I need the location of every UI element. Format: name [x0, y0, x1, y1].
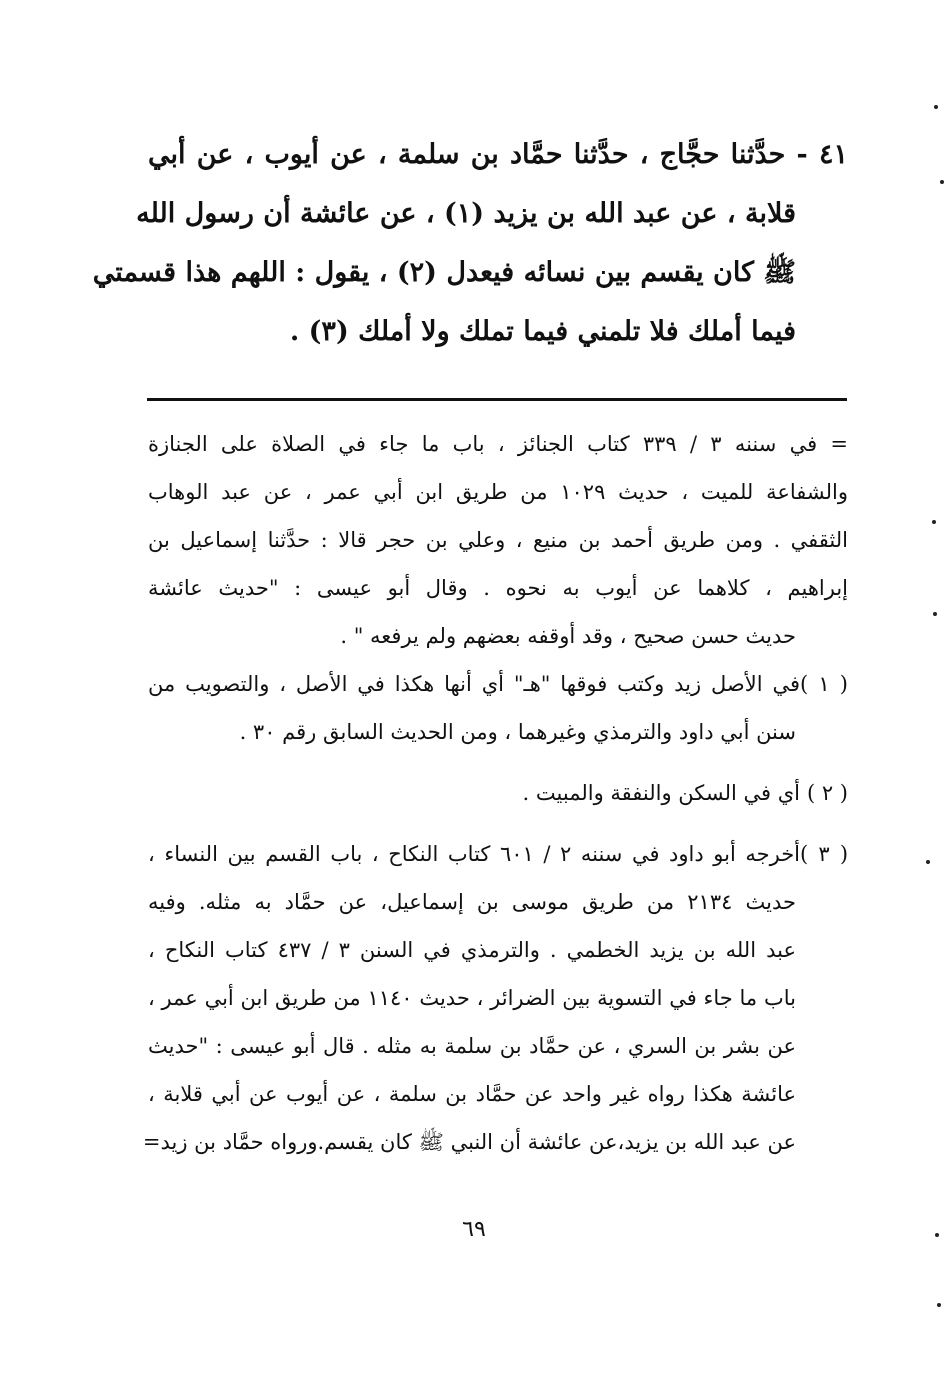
- footnote-line: باب ما جاء في التسوية بين الضرائر ، حديث ١١٤٠ من طريق ابن أبي عمر ،: [148, 986, 796, 1010]
- hadith-line: فيما أملك فلا تلمني فيما تملك ولا أملك (٣) .: [289, 316, 796, 347]
- hadith-line: ٤١ - حدَّثنا حجَّاج ، حدَّثنا حمَّاد بن سلمة ، عن أيوب ، عن أبي: [148, 139, 848, 170]
- footnote-text: في الأصل زيد وكتب فوقها "هـ" أي أنها هكذا في الأصل ، والتصويب من: [148, 672, 800, 696]
- hadith-text: [92, 125, 848, 361]
- footnote-line: عبد الله بن يزيد الخطمي . والترمذي في السنن ٣ / ٤٣٧ كتاب النكاح ،: [148, 938, 796, 962]
- scan-speck: [926, 860, 930, 864]
- hadith-line: قلابة ، عن عبد الله بن يزيد (١) ، عن عائشة أن رسول الله: [136, 198, 796, 229]
- footnotes: [142, 420, 849, 1166]
- footnote-2: [148, 769, 848, 817]
- footnote-continuation-line: والشفاعة للميت ، حديث ١٠٢٩ من طريق ابن أبي عمر ، عن عبد الوهاب: [148, 480, 848, 504]
- footnote-3: [148, 830, 848, 878]
- footnote-line: حديث ٢١٣٤ من طريق موسى بن إسماعيل، عن حمَّاد به مثله. وفيه: [148, 890, 796, 914]
- footnote-marker: ( ٣ ): [800, 842, 849, 866]
- footnote-continuation-line: حديث حسن صحيح ، وقد أوقفه بعضهم ولم يرفعه " .: [340, 624, 796, 648]
- scan-speck: [940, 180, 944, 184]
- footnote-marker: ( ٢ ): [806, 781, 848, 805]
- scan-speck: [934, 105, 938, 109]
- footnote-line: عن عبد الله بن يزيد،عن عائشة أن النبي ﷺ كان يقسم.ورواه حمَّاد بن زيد=: [142, 1130, 796, 1154]
- footnote-1: [148, 660, 848, 708]
- footnote-text: أي في السكن والنفقة والمبيت .: [522, 781, 800, 805]
- footnote-text: أخرجه أبو داود في سننه ٢ / ٦٠١ كتاب النكاح ، باب القسم بين النساء ،: [148, 842, 801, 866]
- page-number: ٦٩: [462, 1217, 486, 1242]
- scan-speck: [933, 612, 937, 616]
- footnote-continuation-line: الثقفي . ومن طريق أحمد بن منيع ، وعلي بن حجر قالا : حدَّثنا إسماعيل بن: [148, 528, 848, 552]
- footnote-line: سنن أبي داود والترمذي وغيرهما ، ومن الحديث السابق رقم ٣٠ .: [239, 720, 796, 744]
- footnote-marker: ( ١ ): [800, 672, 848, 696]
- footnote-line: عن بشر بن السري ، عن حمَّاد بن سلمة به مثله . قال أبو عيسى : "حديث: [148, 1034, 796, 1058]
- footnote-separator: [147, 398, 847, 401]
- hadith-line: ﷺ كان يقسم بين نسائه فيعدل (٢) ، يقول : اللهم هذا قسمتي: [92, 257, 796, 288]
- footnote-continuation-line: إبراهيم ، كلاهما عن أيوب به نحوه . وقال أبو عيسى : "حديث عائشة: [148, 576, 848, 600]
- footnote-continuation-line: = في سننه ٣ / ٣٣٩ كتاب الجنائز ، باب ما جاء في الصلاة على الجنازة: [148, 432, 849, 456]
- scan-speck: [937, 1303, 941, 1307]
- scan-speck: [935, 1233, 939, 1237]
- scan-speck: [932, 520, 936, 524]
- footnote-line: عائشة هكذا رواه غير واحد عن حمَّاد بن سلمة ، عن أيوب عن أبي قلابة ،: [148, 1082, 796, 1106]
